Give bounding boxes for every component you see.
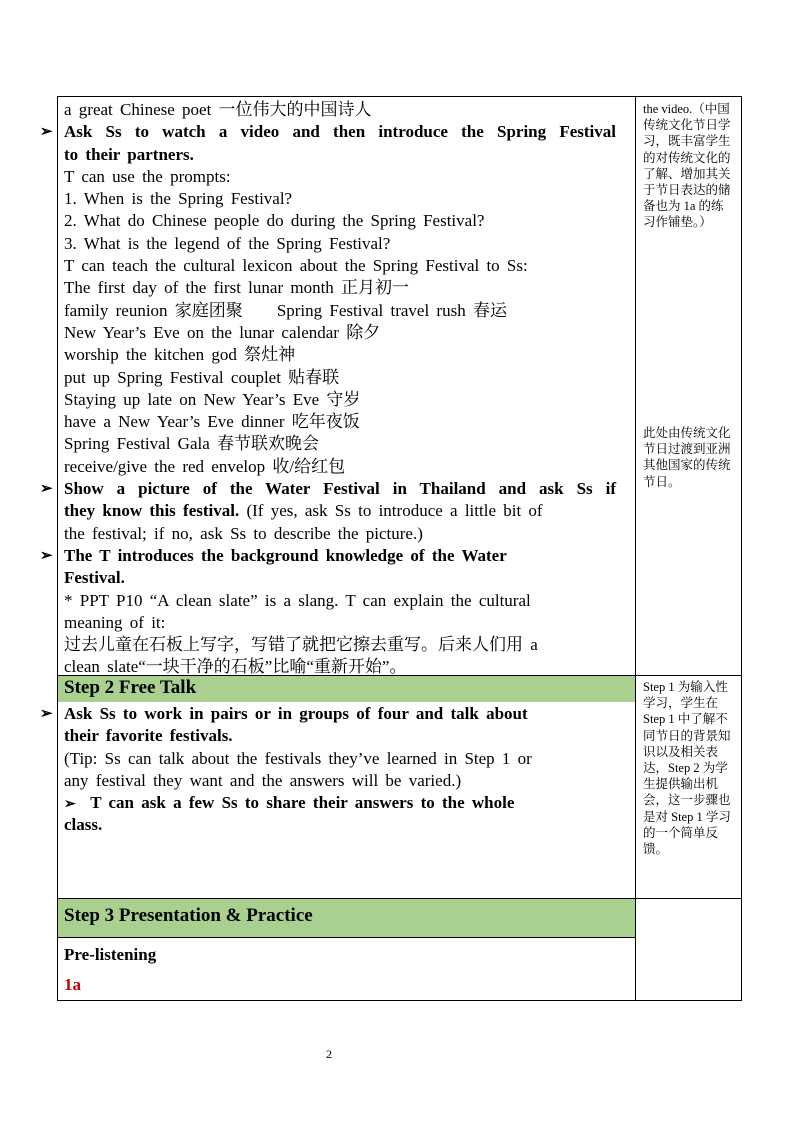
step2-title: Step 2 Free Talk <box>64 677 197 698</box>
item-1a-label: 1a <box>64 975 81 994</box>
lesson-plan-table <box>40 96 742 1001</box>
text-line: a great Chinese poet 一位伟大的中国诗人 <box>64 100 372 119</box>
text-line: receive/give the red envelop 收/给红包 <box>64 456 346 476</box>
step2-side-note: Step 1 为输入性学习，学生在 Step 1 中了解不同节日的背景知识以及相关表达，Step 2 为学生提供输出机会，这一步骤也是对 Step 1 学习的一个简单反馈。 <box>643 680 731 857</box>
text-line: family reunion 家庭团聚 Spring Festival travel rush 春运 <box>64 300 507 320</box>
text-line: T can teach the cultural lexicon about the Spring Festival to Ss: <box>64 256 528 276</box>
text-line: 3. What is the legend of the Spring Festival? <box>64 233 391 253</box>
step2-header <box>58 676 635 702</box>
step2-content <box>40 703 616 837</box>
row-divider <box>58 937 636 938</box>
text-line: 过去儿童在石板上写字，写错了就把它擦去重写。后来人们用 a <box>64 635 538 655</box>
text-line: * PPT P10 “A clean slate” is a slang. T can explain the cultural <box>64 590 531 610</box>
text-line: any festival they want and the answers will be varied.) <box>64 770 462 790</box>
pre-listening-label: Pre-listening <box>64 945 157 964</box>
bullet-line: ➢ Ask Ss to work in pairs or in groups of four and talk about <box>64 703 616 725</box>
text-line: Spring Festival Gala 春节联欢晚会 <box>64 434 320 454</box>
text-line: the festival; if no, ask Ss to describe the picture.) <box>64 523 423 543</box>
text-line: worship the kitchen god 祭灶神 <box>64 345 296 365</box>
step3-header <box>58 899 635 937</box>
text-line: to their partners. <box>64 144 194 164</box>
text-line: Festival. <box>64 568 125 588</box>
text-line: have a New Year’s Eve dinner 吃年夜饭 <box>64 412 360 432</box>
block1-side-note-2: 此处由传统文化节日过渡到亚洲其他国家的传统节日。 <box>643 426 731 489</box>
text-line: T can use the prompts: <box>64 166 231 186</box>
text-line: The first day of the first lunar month 正月初一 <box>64 278 410 298</box>
text-line: (Tip: Ss can talk about the festivals they’ve learned in Step 1 or <box>64 748 532 768</box>
text-line: their favorite festivals. <box>64 726 233 746</box>
text-line: New Year’s Eve on the lunar calendar 除夕 <box>64 322 381 342</box>
bullet-line: ➢ Ask Ss to watch a video and then introduce the Spring Festival <box>64 121 616 143</box>
text-line: clean slate“一块干净的石板”比喻“重新开始”。 <box>64 657 407 677</box>
bullet-icon: ➢ <box>40 481 53 498</box>
step3-title: Step 3 Presentation & Practice <box>64 905 313 926</box>
block1-content <box>40 99 616 679</box>
bullet-line: ➢ T can ask a few Ss to share their answers to the whole <box>64 793 515 813</box>
text-line: class. <box>64 815 103 835</box>
bullet-icon: ➢ <box>40 124 53 141</box>
bullet-line: ➢ The T introduces the background knowledge of the Water <box>64 545 616 567</box>
bullet-icon: ➢ <box>40 547 53 564</box>
text-line: Staying up late on New Year’s Eve 守岁 <box>64 389 361 409</box>
block1-side-note: the video.（中国传统文化节日学习，既丰富学生的对传统文化的了解、增加其关于节日表达的储备也为 1a 的练习作铺垫。） <box>643 102 731 230</box>
text-line: 2. What do Chinese people do during the Spring Festival? <box>64 211 485 231</box>
bullet-icon: ➢ <box>40 706 53 722</box>
bullet-icon: ➢ <box>64 797 76 813</box>
text-line: meaning of it: <box>64 612 166 632</box>
text-line: they know this festival. (If yes, ask Ss to introduce a little bit of <box>64 501 543 521</box>
step3-content <box>64 940 616 1000</box>
page-number: 2 <box>326 1047 332 1061</box>
text-line: 1. When is the Spring Festival? <box>64 189 293 209</box>
bullet-line: ➢ Show a picture of the Water Festival in Thailand and ask Ss if <box>64 478 616 500</box>
text-line: put up Spring Festival couplet 贴春联 <box>64 367 340 387</box>
column-divider <box>635 97 636 1000</box>
